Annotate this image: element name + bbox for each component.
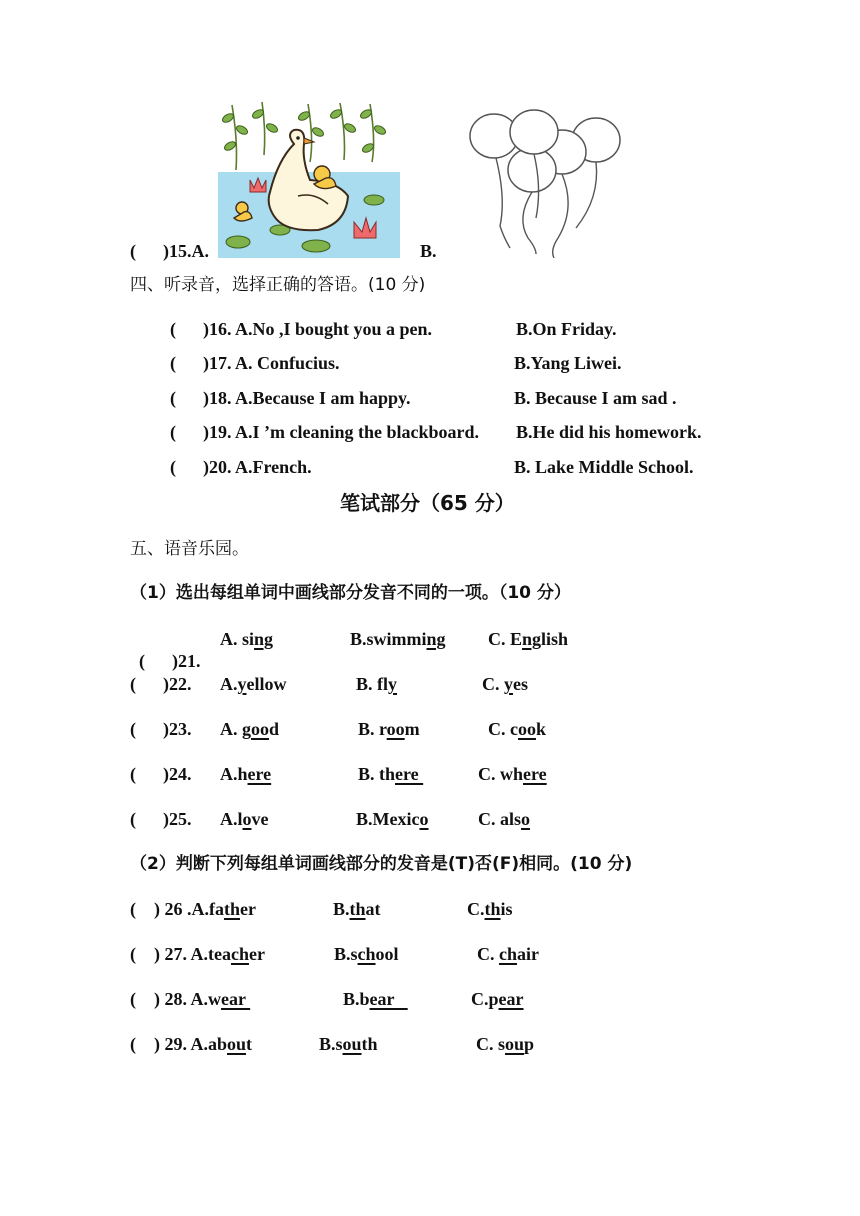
question-20: ( )20. A.French.: [170, 457, 312, 477]
question-15-stem: ( )15.A.: [130, 241, 209, 261]
question-21-option-c: C. English: [488, 629, 569, 649]
question-22: [130, 673, 192, 695]
question-20-option-b: B. Lake Middle School.: [514, 457, 694, 477]
underlined-letters: ear: [369, 989, 408, 1009]
question-24-option-b: B. there: [358, 764, 424, 784]
question-21-number: ( )21.: [139, 651, 201, 671]
part-1-title: （1）选出每组单词中画线部分发音不同的一项。（10 分）: [130, 583, 571, 603]
underlined-letters: th: [349, 899, 366, 919]
question-29-option-a: ( ) 29. A.about: [130, 1034, 253, 1054]
underlined-letters: ear: [498, 989, 524, 1009]
underlined-letters: ou: [227, 1034, 247, 1054]
underlined-letters: o: [521, 809, 531, 829]
question-29-option-b: B.south: [319, 1034, 378, 1054]
question-26-option-b: B.that: [333, 899, 381, 919]
question-28-option-b: B.bear: [343, 989, 408, 1009]
question-18-option-b: B. Because I am sad .: [514, 388, 677, 408]
section-4-title: 四、听录音，选择正确的答语。(10 分): [130, 275, 426, 295]
underlined-letters: ch: [499, 944, 517, 964]
underlined-letters: ear: [221, 989, 251, 1009]
section-5-title: 五、语音乐园。: [130, 539, 249, 559]
question-28-option-c: C.pear: [471, 989, 524, 1009]
question-23: [130, 718, 192, 740]
question-23-option-b: B. room: [358, 719, 420, 739]
underlined-letters: o: [419, 809, 429, 829]
question-26-option-c: C.this: [467, 899, 513, 919]
underlined-letters: y: [237, 674, 247, 694]
question-16: ( )16. A.No ,I bought you a pen.: [170, 319, 433, 339]
question-25-option-c: C. also: [478, 809, 531, 829]
question-21-option-b: B.swimming: [350, 629, 446, 649]
underlined-letters: ere: [395, 764, 424, 784]
question-25-option-a: A.love: [220, 809, 269, 829]
question-18: ( )18. A.Because I am happy.: [170, 388, 411, 408]
question-22-number: ( )22.: [130, 674, 192, 694]
underlined-letters: th: [223, 899, 240, 919]
question-24-number: ( )24.: [130, 764, 192, 784]
underlined-letters: y: [504, 674, 513, 694]
balloons-picture: [466, 108, 626, 258]
underlined-letters: ou: [342, 1034, 362, 1054]
question-27-option-c: C. chair: [477, 944, 539, 964]
underlined-letters: oo: [251, 719, 269, 739]
question-22-option-c: C. yes: [482, 674, 528, 694]
question-17: ( )17. A. Confucius.: [170, 353, 340, 373]
question-27-option-a: ( ) 27. A.teacher: [130, 944, 265, 964]
question-24-option-a: A.here: [220, 764, 272, 784]
underlined-letters: y: [388, 674, 398, 694]
question-17-option-b: B.Yang Liwei.: [514, 353, 622, 373]
question-22-option-a: A.yellow: [220, 674, 287, 694]
part-2-title: （2）判断下列每组单词画线部分的发音是(T)否(F)相同。(10 分): [130, 854, 633, 874]
question-25-number: ( )25.: [130, 809, 192, 829]
underlined-letters: oo: [518, 719, 536, 739]
underlined-letters: ere: [247, 764, 272, 784]
underlined-letters: oo: [386, 719, 405, 739]
question-19: ( )19. A.I ’m cleaning the blackboard.: [170, 422, 480, 442]
question-28-option-a: ( ) 28. A.wear: [130, 989, 251, 1009]
question-26-option-a: ( ) 26 .A.father: [130, 899, 256, 919]
question-15-option-b: B.: [420, 241, 437, 261]
underlined-letters: ere: [523, 764, 547, 784]
duck-pond-picture: [218, 100, 400, 258]
underlined-letters: ch: [357, 944, 376, 964]
underlined-letters: ng: [426, 629, 446, 649]
question-24-option-c: C. where: [478, 764, 547, 784]
question-16-option-b: B.On Friday.: [516, 319, 617, 339]
written-part-title: 笔试部分（65 分）: [340, 491, 515, 515]
underlined-letters: ng: [522, 629, 542, 649]
question-19-option-b: B.He did his homework.: [516, 422, 702, 442]
question-22-option-b: B. fly: [356, 674, 398, 694]
underlined-letters: th: [484, 899, 501, 919]
question-25: [130, 808, 192, 830]
underlined-letters: ch: [230, 944, 249, 964]
question-23-option-c: C. cook: [488, 719, 547, 739]
question-21-option-a: A. sing: [220, 629, 274, 649]
question-21: [130, 628, 201, 672]
question-25-option-b: B.Mexico: [356, 809, 429, 829]
question-29-option-c: C. soup: [476, 1034, 535, 1054]
question-23-number: ( )23.: [130, 719, 192, 739]
underlined-letters: ng: [254, 629, 274, 649]
question-23-option-a: A. good: [220, 719, 280, 739]
underlined-letters: ou: [505, 1034, 525, 1054]
question-24: [130, 763, 192, 785]
underlined-letters: o: [242, 809, 252, 829]
question-27-option-b: B.school: [334, 944, 399, 964]
